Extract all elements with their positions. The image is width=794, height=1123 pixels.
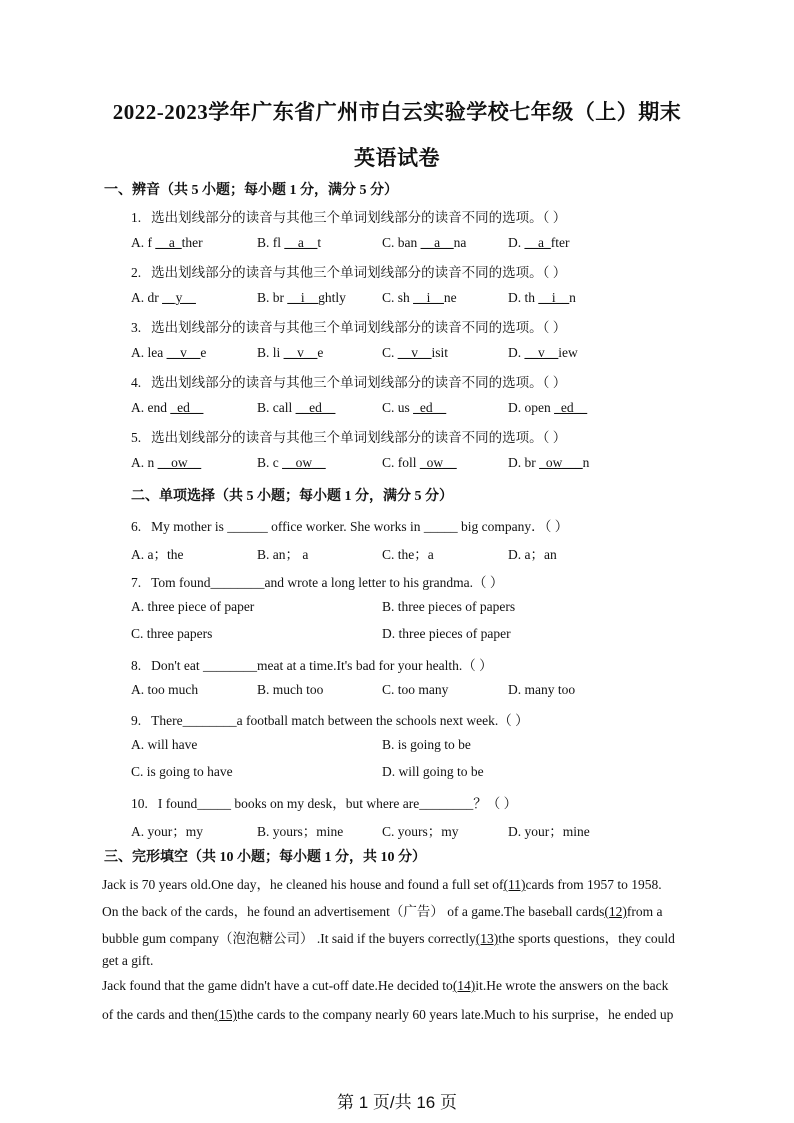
option-suffix: e <box>317 345 324 360</box>
option: B. three pieces of papers <box>382 599 516 614</box>
option <box>508 235 569 251</box>
question-number: 2. <box>131 265 142 280</box>
passage-text: it.He wrote the answers on the back <box>475 978 669 993</box>
option-prefix: A. dr <box>131 290 163 305</box>
question-number: 1. <box>131 210 142 225</box>
question-stem <box>131 792 517 812</box>
option-prefix: A. n <box>131 455 158 470</box>
option-prefix: B. c <box>257 455 283 470</box>
option <box>131 400 203 416</box>
option <box>382 400 446 416</box>
option <box>257 235 321 251</box>
option-suffix: ther <box>181 235 203 250</box>
option-prefix: A. f <box>131 235 156 250</box>
option: D. a；an <box>508 547 557 562</box>
underlined-letters: __a_ <box>524 235 551 250</box>
underlined-letters: __a__ <box>420 235 454 250</box>
option: B. is going to be <box>382 737 471 752</box>
option-suffix: fter <box>550 235 570 250</box>
blank-number: (15) <box>214 1007 237 1022</box>
passage-text: of the cards and then <box>102 1007 215 1022</box>
option <box>382 345 448 361</box>
option <box>257 455 326 471</box>
underlined-letters: __ed__ <box>295 400 336 415</box>
question-stem <box>131 571 503 591</box>
option-prefix: D. open <box>508 400 555 415</box>
option: C. the；a <box>382 547 434 562</box>
passage-text: Jack found that the game didn't have a cut-off date.He decided to <box>102 978 453 993</box>
option-suffix: n <box>569 290 576 305</box>
option: D. will going to be <box>382 764 484 779</box>
question-prompt: 选出划线部分的读音与其他三个单词划线部分的读音不同的选项。（ ） <box>151 430 567 445</box>
option-prefix: D. <box>508 345 525 360</box>
option-prefix: C. foll <box>382 455 420 470</box>
question-stem <box>131 261 566 281</box>
document-title-line-1: 2022-2023学年广东省广州市白云实验学校七年级（上）期末 <box>112 100 682 124</box>
option-prefix: A. lea <box>131 345 167 360</box>
option: A. your；my <box>131 824 203 839</box>
option-prefix: D. br <box>508 455 540 470</box>
underlined-letters: _ow__ <box>419 455 457 470</box>
option: C. three papers <box>131 626 213 641</box>
question-text: There________a football match between the schools next week.（ ） <box>151 713 529 728</box>
passage-text: cards from 1957 to 1958. <box>525 877 662 892</box>
question-prompt: 选出划线部分的读音与其他三个单词划线部分的读音不同的选项。（ ） <box>151 265 567 280</box>
passage-text: the cards to the company nearly 60 years late.Much to his surprise，he ended up <box>236 1007 674 1022</box>
underlined-letters: __i__ <box>287 290 319 305</box>
option-prefix: A. end <box>131 400 171 415</box>
passage-text: Jack is 70 years old.One day，he cleaned his house and found a full set of <box>102 877 504 892</box>
question-stem <box>131 206 566 226</box>
option-prefix: C. us <box>382 400 414 415</box>
question-stem <box>131 371 566 391</box>
option: C. is going to have <box>131 764 233 779</box>
underlined-letters: _ow___ <box>539 455 583 470</box>
question-prompt: 选出划线部分的读音与其他三个单词划线部分的读音不同的选项。（ ） <box>151 320 567 335</box>
document-title-line-2: 英语试卷 <box>354 146 440 170</box>
option <box>508 400 587 416</box>
option <box>382 235 466 251</box>
underlined-letters: __a_ <box>155 235 182 250</box>
underlined-letters: __v__ <box>166 345 201 360</box>
option-prefix: C. ban <box>382 235 421 250</box>
passage-line <box>102 900 662 920</box>
option: A. a；the <box>131 547 184 562</box>
option-suffix: e <box>200 345 207 360</box>
passage-text: the sports questions，they could <box>498 931 675 946</box>
option: A. three piece of paper <box>131 599 255 614</box>
option-suffix: ne <box>443 290 457 305</box>
underlined-letters: _ed__ <box>170 400 204 415</box>
option-prefix: B. call <box>257 400 296 415</box>
passage-text: from a <box>626 904 663 919</box>
question-text: I found_____ books on my desk，but where are________？（ ） <box>157 796 518 811</box>
option: B. yours；mine <box>257 824 344 839</box>
underlined-letters: __i__ <box>538 290 570 305</box>
option-suffix: iew <box>558 345 578 360</box>
question-number: 3. <box>131 320 142 335</box>
passage-text: On the back of the cards，he found an advertisement（广告） of a game.The baseball cards <box>102 904 605 919</box>
section-2-heading: 二、单项选择（共 5 小题；每小题 1 分，满分 5 分） <box>131 489 453 504</box>
passage-line <box>102 953 153 969</box>
question-text: Don't eat ________meat at a time.It's bad for your health.（ ） <box>151 658 493 673</box>
option-prefix: C. <box>382 345 398 360</box>
option-prefix: D. th <box>508 290 539 305</box>
option: D. your；mine <box>508 824 590 839</box>
underlined-letters: __v__ <box>283 345 318 360</box>
question-number: 6. <box>131 519 142 534</box>
page-footer: 第 1 页/共 16 页 <box>337 1093 457 1112</box>
question-stem <box>131 316 566 336</box>
question-stem <box>131 654 493 674</box>
option-prefix: D. <box>508 235 525 250</box>
option <box>131 235 203 251</box>
blank-number: (13) <box>475 931 499 946</box>
option <box>257 345 323 361</box>
underlined-letters: __a__ <box>284 235 318 250</box>
option: D. three pieces of paper <box>382 626 511 641</box>
underlined-letters: __v__ <box>397 345 432 360</box>
blank-number: (11) <box>503 877 526 892</box>
blank-number: (12) <box>604 904 627 919</box>
option <box>508 345 578 361</box>
underlined-letters: _ed__ <box>554 400 588 415</box>
option: D. many too <box>508 682 576 697</box>
question-stem <box>131 709 529 729</box>
option: A. too much <box>131 682 199 697</box>
underlined-letters: _ed__ <box>413 400 447 415</box>
question-text: Tom found________and wrote a long letter to his grandma.（ ） <box>151 575 504 590</box>
question-stem <box>131 426 566 446</box>
option <box>382 290 457 306</box>
underlined-letters: __v__ <box>524 345 559 360</box>
underlined-letters: __ow__ <box>157 455 202 470</box>
section-1-heading: 一、辨音（共 5 小题；每小题 1 分，满分 5 分） <box>104 183 398 198</box>
option <box>508 455 589 471</box>
question-prompt: 选出划线部分的读音与其他三个单词划线部分的读音不同的选项。（ ） <box>151 375 567 390</box>
option: C. yours；my <box>382 824 459 839</box>
underlined-letters: __y__ <box>162 290 196 305</box>
option: B. much too <box>257 682 324 697</box>
option-prefix: B. li <box>257 345 284 360</box>
blank-number: (14) <box>452 978 476 993</box>
question-number: 9. <box>131 713 142 728</box>
option <box>257 290 346 306</box>
question-number: 7. <box>131 575 142 590</box>
option <box>131 455 201 471</box>
option-suffix: n <box>582 455 590 470</box>
underlined-letters: __ow__ <box>282 455 326 470</box>
option: C. too many <box>382 682 449 697</box>
passage-text: bubble gum company（泡泡糖公司） .It said if the buyers correctly <box>102 931 476 946</box>
question-stem <box>131 515 568 535</box>
passage-line <box>102 978 668 994</box>
question-number: 4. <box>131 375 142 390</box>
question-number: 8. <box>131 658 142 673</box>
option-suffix: na <box>453 235 467 250</box>
option: A. will have <box>131 737 198 752</box>
underlined-letters: __i__ <box>413 290 444 305</box>
option <box>131 345 206 361</box>
question-text: My mother is ______ office worker. She works in _____ big company．（ ） <box>151 519 569 534</box>
passage-text: get a gift. <box>102 953 154 968</box>
option-suffix: ghtly <box>318 290 346 305</box>
passage-line <box>102 927 675 947</box>
passage-line <box>102 873 662 893</box>
option-prefix: B. fl <box>257 235 285 250</box>
passage-line <box>102 1003 673 1023</box>
question-number: 5. <box>131 430 142 445</box>
option <box>131 290 196 306</box>
option-suffix: t <box>317 235 322 250</box>
option: B. an； a <box>257 547 309 562</box>
option-prefix: C. sh <box>382 290 414 305</box>
option <box>382 455 457 471</box>
question-prompt: 选出划线部分的读音与其他三个单词划线部分的读音不同的选项。（ ） <box>151 210 567 225</box>
section-3-heading: 三、完形填空（共 10 小题；每小题 1 分，共 10 分） <box>104 850 426 865</box>
option-suffix: isit <box>431 345 449 360</box>
question-number: 10. <box>131 796 148 811</box>
option <box>257 400 335 416</box>
option <box>508 290 576 306</box>
option-prefix: B. br <box>257 290 288 305</box>
